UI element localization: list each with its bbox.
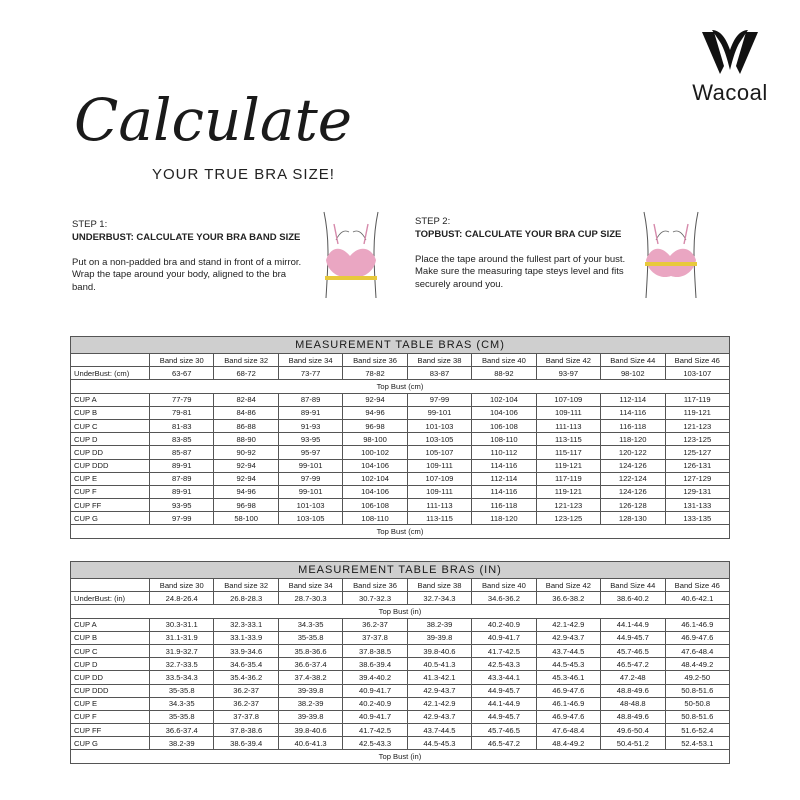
- table-row: [71, 644, 730, 657]
- table-cell: 24.8-26.4: [150, 592, 214, 605]
- table-cell: 114-116: [472, 485, 536, 498]
- table-cell: 34.6-35.4: [214, 658, 278, 671]
- table-cell: 32.7-34.3: [407, 592, 471, 605]
- table-cell: 133-135: [665, 512, 730, 525]
- step-1: [72, 219, 312, 295]
- table-cell: 38.2-39: [150, 737, 214, 750]
- table-row: [71, 472, 730, 485]
- table-cell: 93-95: [150, 499, 214, 512]
- table-cell: 36.6-37.4: [278, 658, 342, 671]
- table-cell: 42.5-43.3: [472, 658, 536, 671]
- row-label: CUP D: [71, 433, 150, 446]
- table-cell: 106-108: [343, 499, 407, 512]
- table-cm-body: [71, 354, 730, 539]
- table-cell: 81-83: [150, 419, 214, 432]
- table-cell: Band size 30: [150, 579, 214, 592]
- measurement-table-in: [70, 561, 730, 764]
- row-label: CUP FF: [71, 724, 150, 737]
- table-cell: 102-104: [343, 472, 407, 485]
- table-cell: 40.5-41.3: [407, 658, 471, 671]
- table-cell: 45.7-46.5: [472, 724, 536, 737]
- table-cell: 111-113: [536, 419, 600, 432]
- table-cell: Band size 38: [407, 354, 471, 367]
- table-cell: 97-99: [407, 393, 471, 406]
- brand-name: Wacoal: [692, 80, 768, 105]
- table-cell: 36.6-38.2: [536, 592, 600, 605]
- table-cell: 124-126: [601, 485, 665, 498]
- table-cell: 95-97: [278, 446, 342, 459]
- table-cell: 43.7-44.5: [407, 724, 471, 737]
- table-cell: 38.6-40.2: [601, 592, 665, 605]
- table-subheader-row: [71, 525, 730, 538]
- table-row: [71, 459, 730, 472]
- table-cell: 113-115: [407, 512, 471, 525]
- table-cell: 97-99: [278, 472, 342, 485]
- table-cell: 112-114: [472, 472, 536, 485]
- table-row: [71, 354, 730, 367]
- table-cell: 38.2-39: [407, 618, 471, 631]
- table-cell: 117-119: [665, 393, 730, 406]
- table-cell: 40.9-41.7: [472, 631, 536, 644]
- topbust-label: Top Bust (in): [71, 750, 730, 763]
- table-cell: 48.8-49.6: [601, 684, 665, 697]
- table-cell: 103-105: [278, 512, 342, 525]
- table-cell: 41.7-42.5: [472, 644, 536, 657]
- table-row: [71, 406, 730, 419]
- table-cell: 85-87: [150, 446, 214, 459]
- table-cell: Band Size 44: [601, 354, 665, 367]
- row-label: [71, 579, 150, 592]
- table-row: [71, 631, 730, 644]
- row-label: CUP DDD: [71, 684, 150, 697]
- table-cell: 37-37.8: [343, 631, 407, 644]
- table-cell: 37.4-38.2: [278, 671, 342, 684]
- table-subheader-row: [71, 750, 730, 763]
- table-cell: Band size 30: [150, 354, 214, 367]
- table-cell: 97-99: [150, 512, 214, 525]
- row-label: UnderBust: (cm): [71, 367, 150, 380]
- topbust-label: Top Bust (in): [71, 605, 730, 618]
- table-row: [71, 684, 730, 697]
- table-cell: 68-72: [214, 367, 278, 380]
- table-cell: 96-98: [214, 499, 278, 512]
- table-cell: 93-95: [278, 433, 342, 446]
- step-1-number: STEP 1:: [72, 219, 108, 230]
- table-in-title: MEASUREMENT TABLE BRAS (IN): [70, 561, 730, 578]
- table-cell: 125-127: [665, 446, 730, 459]
- table-cell: 38.2-39: [278, 697, 342, 710]
- step-2: [415, 216, 640, 292]
- row-label: CUP G: [71, 737, 150, 750]
- table-subheader-row: [71, 380, 730, 393]
- table-cell: 32.3-33.1: [214, 618, 278, 631]
- table-cell: 126-128: [601, 499, 665, 512]
- table-cell: 48.4-49.2: [665, 658, 730, 671]
- table-row: [71, 485, 730, 498]
- table-cell: 51.6-52.4: [665, 724, 730, 737]
- table-cell: 99-101: [278, 459, 342, 472]
- table-cell: Band Size 42: [536, 354, 600, 367]
- underbust-bra-illustration-icon: [316, 210, 386, 300]
- table-cell: 108-110: [472, 433, 536, 446]
- table-cell: 44.5-45.3: [536, 658, 600, 671]
- row-label: CUP E: [71, 697, 150, 710]
- table-cell: 94-96: [343, 406, 407, 419]
- table-cell: 116-118: [601, 419, 665, 432]
- table-cell: 48-48.8: [601, 697, 665, 710]
- table-cell: 45.7-46.5: [601, 644, 665, 657]
- table-cell: 103-107: [665, 367, 730, 380]
- table-cell: 90-92: [214, 446, 278, 459]
- table-cell: 121-123: [536, 499, 600, 512]
- table-cell: 46.9-47.6: [536, 684, 600, 697]
- table-cell: 126-131: [665, 459, 730, 472]
- table-cell: 30.3-31.1: [150, 618, 214, 631]
- row-label: [71, 354, 150, 367]
- table-cell: 105-107: [407, 446, 471, 459]
- table-cell: 118-120: [472, 512, 536, 525]
- table-cell: 40.2-40.9: [472, 618, 536, 631]
- table-cell: 99-101: [407, 406, 471, 419]
- step-1-heading: UNDERBUST: CALCULATE YOUR BRA BAND SIZE: [72, 231, 301, 243]
- table-cell: 106-108: [472, 419, 536, 432]
- table-cell: 92-94: [214, 472, 278, 485]
- table-cell: 37.8-38.6: [214, 724, 278, 737]
- table-cell: 99-101: [278, 485, 342, 498]
- table-cell: 50.8-51.6: [665, 710, 730, 723]
- row-label: CUP DD: [71, 671, 150, 684]
- table-cell: 109-111: [407, 459, 471, 472]
- table-cell: 34.3-35: [150, 697, 214, 710]
- table-cell: 108-110: [343, 512, 407, 525]
- table-cell: 46.1-46.9: [665, 618, 730, 631]
- calculate-script-text: Calculate: [74, 86, 352, 154]
- table-cell: Band Size 46: [665, 579, 730, 592]
- topbust-label: Top Bust (cm): [71, 525, 730, 538]
- row-label: CUP B: [71, 406, 150, 419]
- table-cell: 40.6-41.3: [278, 737, 342, 750]
- table-cell: 91-93: [278, 419, 342, 432]
- table-cell: 44.1-44.9: [601, 618, 665, 631]
- row-label: CUP A: [71, 618, 150, 631]
- table-cell: 38.6-39.4: [214, 737, 278, 750]
- table-cell: 40.2-40.9: [343, 697, 407, 710]
- table-cell: 121-123: [665, 419, 730, 432]
- table-cell: 42.9-43.7: [407, 710, 471, 723]
- table-cell: 39.8-40.6: [407, 644, 471, 657]
- table-cell: Band size 34: [278, 579, 342, 592]
- table-cell: Band Size 42: [536, 579, 600, 592]
- table-cell: 128-130: [601, 512, 665, 525]
- table-cell: 39-39.8: [278, 710, 342, 723]
- table-row: [71, 393, 730, 406]
- table-cell: 31.1-31.9: [150, 631, 214, 644]
- table-cell: 34.6-36.2: [472, 592, 536, 605]
- table-cell: 79-81: [150, 406, 214, 419]
- table-cell: 47.6-48.4: [665, 644, 730, 657]
- table-cell: 42.5-43.3: [343, 737, 407, 750]
- row-label: CUP DDD: [71, 459, 150, 472]
- table-cell: 45.3-46.1: [536, 671, 600, 684]
- table-cell: 101-103: [278, 499, 342, 512]
- table-cell: 41.3-42.1: [407, 671, 471, 684]
- table-cell: 115-117: [536, 446, 600, 459]
- table-cell: 46.1-46.9: [536, 697, 600, 710]
- table-cell: 39.8-40.6: [278, 724, 342, 737]
- table-cell: 44.1-44.9: [472, 697, 536, 710]
- table-row: [71, 618, 730, 631]
- table-cell: 73-77: [278, 367, 342, 380]
- table-cell: 40.9-41.7: [343, 710, 407, 723]
- table-cell: 92-94: [343, 393, 407, 406]
- table-cell: 83-87: [407, 367, 471, 380]
- table-cell: 96-98: [343, 419, 407, 432]
- table-cell: 87-89: [278, 393, 342, 406]
- table-cell: 100-102: [343, 446, 407, 459]
- calculate-script-title: [72, 78, 352, 168]
- table-cell: 35.4-36.2: [214, 671, 278, 684]
- table-cell: 44.9-45.7: [472, 710, 536, 723]
- table-cell: 110-112: [472, 446, 536, 459]
- table-cell: 35-35.8: [278, 631, 342, 644]
- table-cell: 77-79: [150, 393, 214, 406]
- table-row: [71, 512, 730, 525]
- table-cell: 101-103: [407, 419, 471, 432]
- table-cell: 58-100: [214, 512, 278, 525]
- table-cell: 46.9-47.6: [536, 710, 600, 723]
- table-cell: 98-100: [343, 433, 407, 446]
- row-label: CUP C: [71, 419, 150, 432]
- table-cell: Band Size 44: [601, 579, 665, 592]
- table-cell: 94-96: [214, 485, 278, 498]
- step-1-description: Put on a non-padded bra and stand in front of a mirror. Wrap the tape around your body, aligned to the bra band.: [72, 256, 302, 294]
- table-subheader-row: [71, 605, 730, 618]
- table-row: [71, 367, 730, 380]
- table-cell: 118-120: [601, 433, 665, 446]
- table-cell: 123-125: [665, 433, 730, 446]
- table-cell: 48.4-49.2: [536, 737, 600, 750]
- table-cell: 43.3-44.1: [472, 671, 536, 684]
- row-label: CUP F: [71, 710, 150, 723]
- table-cell: 40.9-41.7: [343, 684, 407, 697]
- table-cell: 50.4-51.2: [601, 737, 665, 750]
- table-cell: 37.8-38.5: [343, 644, 407, 657]
- table-row: [71, 710, 730, 723]
- table-cell: 44.5-45.3: [407, 737, 471, 750]
- table-cell: 112-114: [601, 393, 665, 406]
- table-cell: 40.6-42.1: [665, 592, 730, 605]
- table-cell: 42.1-42.9: [536, 618, 600, 631]
- table-cell: Band size 40: [472, 354, 536, 367]
- step-2-heading: TOPBUST: CALCULATE YOUR BRA CUP SIZE: [415, 228, 622, 240]
- step-2-description: Place the tape around the fullest part of your bust. Make sure the measuring tape steys level and fits securely around you.: [415, 253, 626, 291]
- table-cell: 39.4-40.2: [343, 671, 407, 684]
- table-cell: 78-82: [343, 367, 407, 380]
- table-cell: Band size 40: [472, 579, 536, 592]
- table-cell: 86-88: [214, 419, 278, 432]
- table-cell: 47.2-48: [601, 671, 665, 684]
- step-2-number: STEP 2:: [415, 216, 451, 227]
- table-cell: 42.9-43.7: [407, 684, 471, 697]
- table-cell: 28.7-30.3: [278, 592, 342, 605]
- table-row: [71, 579, 730, 592]
- table-cell: 104-106: [343, 459, 407, 472]
- table-in-body: [71, 579, 730, 764]
- table-cell: 114-116: [472, 459, 536, 472]
- table-cell: Band Size 46: [665, 354, 730, 367]
- table-cell: 89-91: [150, 459, 214, 472]
- table-cell: 42.9-43.7: [536, 631, 600, 644]
- table-cell: Band size 38: [407, 579, 471, 592]
- wacoal-logo: [690, 28, 770, 106]
- table-cell: 39-39.8: [278, 684, 342, 697]
- table-cell: 114-116: [601, 406, 665, 419]
- table-cell: 119-121: [536, 459, 600, 472]
- table-cell: 104-106: [343, 485, 407, 498]
- table-cell: Band size 34: [278, 354, 342, 367]
- table-cell: 109-111: [536, 406, 600, 419]
- row-label: CUP B: [71, 631, 150, 644]
- table-cell: 46.5-47.2: [601, 658, 665, 671]
- table-cell: 38.6-39.4: [343, 658, 407, 671]
- table-cell: 49.6-50.4: [601, 724, 665, 737]
- table-cell: 93-97: [536, 367, 600, 380]
- table-cell: Band size 36: [343, 354, 407, 367]
- table-cell: 103-105: [407, 433, 471, 446]
- table-cell: 41.7-42.5: [343, 724, 407, 737]
- table-row: [71, 724, 730, 737]
- table-cell: 39-39.8: [407, 631, 471, 644]
- table-row: [71, 433, 730, 446]
- table-cell: 120-122: [601, 446, 665, 459]
- table-cell: 48.8-49.6: [601, 710, 665, 723]
- row-label: CUP E: [71, 472, 150, 485]
- table-cell: 32.7-33.5: [150, 658, 214, 671]
- table-cm-title: MEASUREMENT TABLE BRAS (CM): [70, 336, 730, 353]
- row-label: CUP G: [71, 512, 150, 525]
- table-cell: 35.8-36.6: [278, 644, 342, 657]
- table-cell: 49.2-50: [665, 671, 730, 684]
- table-row: [71, 592, 730, 605]
- table-cell: 107-109: [407, 472, 471, 485]
- table-cell: 33.5-34.3: [150, 671, 214, 684]
- table-cell: 30.7-32.3: [343, 592, 407, 605]
- table-cell: 119-121: [536, 485, 600, 498]
- table-cell: 88-90: [214, 433, 278, 446]
- table-row: [71, 671, 730, 684]
- table-cell: Band size 32: [214, 579, 278, 592]
- row-label: CUP A: [71, 393, 150, 406]
- page-subtitle: YOUR TRUE BRA SIZE!: [152, 166, 335, 183]
- table-cell: 82-84: [214, 393, 278, 406]
- table-cell: 46.9-47.6: [665, 631, 730, 644]
- table-cell: 33.9-34.6: [214, 644, 278, 657]
- table-cell: Band size 32: [214, 354, 278, 367]
- table-cell: 63-67: [150, 367, 214, 380]
- table-row: [71, 446, 730, 459]
- row-label: UnderBust: (in): [71, 592, 150, 605]
- table-cell: 102-104: [472, 393, 536, 406]
- table-cell: 31.9-32.7: [150, 644, 214, 657]
- table-cell: 131-133: [665, 499, 730, 512]
- table-row: [71, 737, 730, 750]
- table-cell: 42.1-42.9: [407, 697, 471, 710]
- table-cell: 35-35.8: [150, 684, 214, 697]
- table-cell: 26.8-28.3: [214, 592, 278, 605]
- row-label: CUP D: [71, 658, 150, 671]
- wacoal-logo-mark-icon: [700, 28, 760, 78]
- table-cell: 35-35.8: [150, 710, 214, 723]
- table-cell: 36.2-37: [343, 618, 407, 631]
- table-cell: 109-111: [407, 485, 471, 498]
- table-cell: 34.3-35: [278, 618, 342, 631]
- row-label: CUP FF: [71, 499, 150, 512]
- table-cell: 127-129: [665, 472, 730, 485]
- table-cell: 87-89: [150, 472, 214, 485]
- row-label: CUP C: [71, 644, 150, 657]
- table-cell: 117-119: [536, 472, 600, 485]
- table-cell: 116-118: [472, 499, 536, 512]
- table-cell: 88-92: [472, 367, 536, 380]
- table-cell: 122-124: [601, 472, 665, 485]
- table-cell: 36.2-37: [214, 697, 278, 710]
- table-cell: 47.6-48.4: [536, 724, 600, 737]
- table-cell: 83-85: [150, 433, 214, 446]
- table-cell: 43.7-44.5: [536, 644, 600, 657]
- row-label: CUP DD: [71, 446, 150, 459]
- table-cell: 44.9-45.7: [601, 631, 665, 644]
- topbust-label: Top Bust (cm): [71, 380, 730, 393]
- table-cell: 44.9-45.7: [472, 684, 536, 697]
- topbust-bra-illustration-icon: [636, 210, 706, 300]
- table-cell: 129-131: [665, 485, 730, 498]
- measurement-table-cm: [70, 336, 730, 539]
- table-cell: 92-94: [214, 459, 278, 472]
- table-cell: 52.4-53.1: [665, 737, 730, 750]
- table-cell: 123-125: [536, 512, 600, 525]
- table-cell: 36.6-37.4: [150, 724, 214, 737]
- table-cell: 107-109: [536, 393, 600, 406]
- table-cell: 50-50.8: [665, 697, 730, 710]
- table-cell: 113-115: [536, 433, 600, 446]
- row-label: CUP F: [71, 485, 150, 498]
- table-cell: 98-102: [601, 367, 665, 380]
- table-cell: 89-91: [150, 485, 214, 498]
- table-cell: Band size 36: [343, 579, 407, 592]
- table-row: [71, 419, 730, 432]
- table-cell: 84-86: [214, 406, 278, 419]
- table-cell: 33.1-33.9: [214, 631, 278, 644]
- table-cell: 119-121: [665, 406, 730, 419]
- table-cell: 104-106: [472, 406, 536, 419]
- table-cell: 111-113: [407, 499, 471, 512]
- table-cell: 124-126: [601, 459, 665, 472]
- table-cell: 46.5-47.2: [472, 737, 536, 750]
- table-cell: 36.2-37: [214, 684, 278, 697]
- table-row: [71, 697, 730, 710]
- table-cell: 50.8-51.6: [665, 684, 730, 697]
- table-row: [71, 658, 730, 671]
- table-cell: 37-37.8: [214, 710, 278, 723]
- table-row: [71, 499, 730, 512]
- table-cell: 89-91: [278, 406, 342, 419]
